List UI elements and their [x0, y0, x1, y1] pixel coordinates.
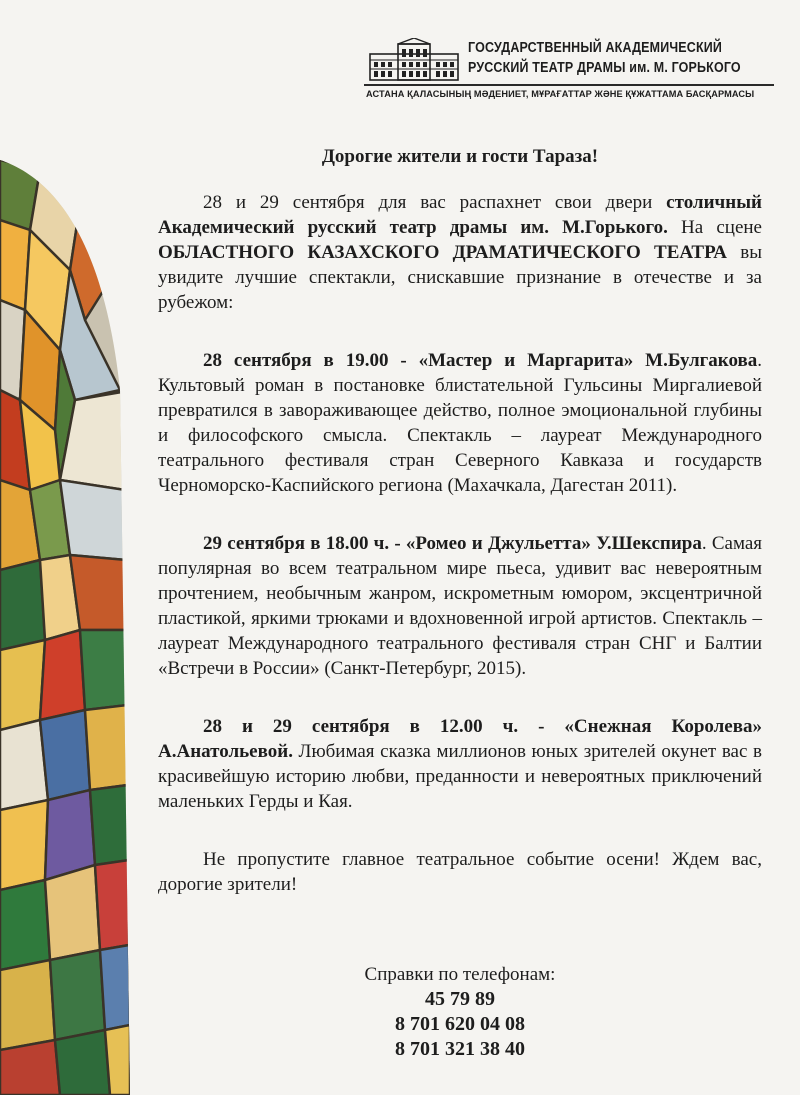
- organization-name-line-1: ГОСУДАРСТВЕННЫЙ АКАДЕМИЧЕСКИЙ: [468, 40, 722, 56]
- show-description: Любимая сказка миллионов юных зрителей окунет вас в красивейшую историю любви, преданности и невероятных приключений маленьких Герды и Кая.: [158, 741, 762, 812]
- intro-text-1: 28 и 29 сентября для вас распахнет свои двери: [203, 192, 667, 213]
- show-description: . Культовый роман в постановке блистательной Гульсины Миргалиевой превратился в завораживающее действо, полное эмоциональной глубины и философского смысла. Спектакль – лауреат Международного театрального фестиваля стран Северного Кавказа и государств Черноморско-Каспийского региона (Махачкала, Дагестан 2011).: [158, 350, 762, 496]
- letter-body: [158, 144, 763, 1060]
- theatre-building-logo: [368, 38, 460, 82]
- contacts-block: [158, 962, 762, 1062]
- intro-venue-name: ОБЛАСТНОГО КАЗАХСКОГО ДРАМАТИЧЕСКОГО ТЕАТРА: [158, 242, 728, 263]
- phone-number: 45 79 89: [425, 988, 495, 1010]
- show-paragraph: [158, 714, 762, 814]
- contacts-label: Справки по телефонам:: [364, 964, 556, 985]
- stained-glass-decoration: [0, 160, 130, 1095]
- intro-text-2: На сцене: [667, 217, 762, 238]
- show-paragraph: [158, 531, 762, 681]
- phone-number: 8 701 620 04 08: [395, 1013, 525, 1035]
- phone-number: 8 701 321 38 40: [395, 1038, 525, 1060]
- intro-theatre-name: столичный Академический русский театр драмы им. М.Горького.: [158, 192, 762, 238]
- header-divider: [364, 84, 774, 86]
- show-heading: 29 сентября в 18.00 ч. - «Ромео и Джульетта» У.Шекспира: [203, 533, 702, 554]
- greeting-heading: Дорогие жители и гости Тараза!: [321, 146, 599, 167]
- intro-text-3: вы увидите лучшие спектакли, снискавшие признание в отечестве и за рубежом:: [158, 242, 762, 313]
- show-description: . Самая популярная во всем театральном мире пьеса, удивит вас невероятным прочтением, необычным жанром, искрометным юмором, эксцентричной пластикой, яркими трюками и вдохновенной игрой артистов. Спектакль – лауреат Международного театрального фестиваля стран СНГ и Балтии «Встречи в России» (Санкт-Петербург, 2015).: [158, 533, 763, 679]
- show-paragraph: [158, 348, 762, 498]
- letterhead: [364, 30, 784, 102]
- organization-name: [468, 38, 741, 78]
- show-heading: 28 и 29 сентября в 12.00 ч. - «Снежная Королева» А.Анатольевой.: [158, 716, 762, 762]
- organization-name-line-2: РУССКИЙ ТЕАТР ДРАМЫ им. М. ГОРЬКОГО: [468, 60, 741, 76]
- closing-paragraph: Не пропустите главное театральное событие осени! Ждем вас, дорогие зрители!: [158, 849, 762, 895]
- department-name: АСТАНА ҚАЛАСЫНЫҢ МӘДЕНИЕТ, МҰРАҒАТТАР ЖӘНЕ ҚҰЖАТТАМА БАСҚАРМАСЫ: [366, 89, 755, 100]
- intro-paragraph: [158, 190, 762, 315]
- show-heading: 28 сентября в 19.00 - «Мастер и Маргарита» М.Булгакова: [203, 350, 758, 371]
